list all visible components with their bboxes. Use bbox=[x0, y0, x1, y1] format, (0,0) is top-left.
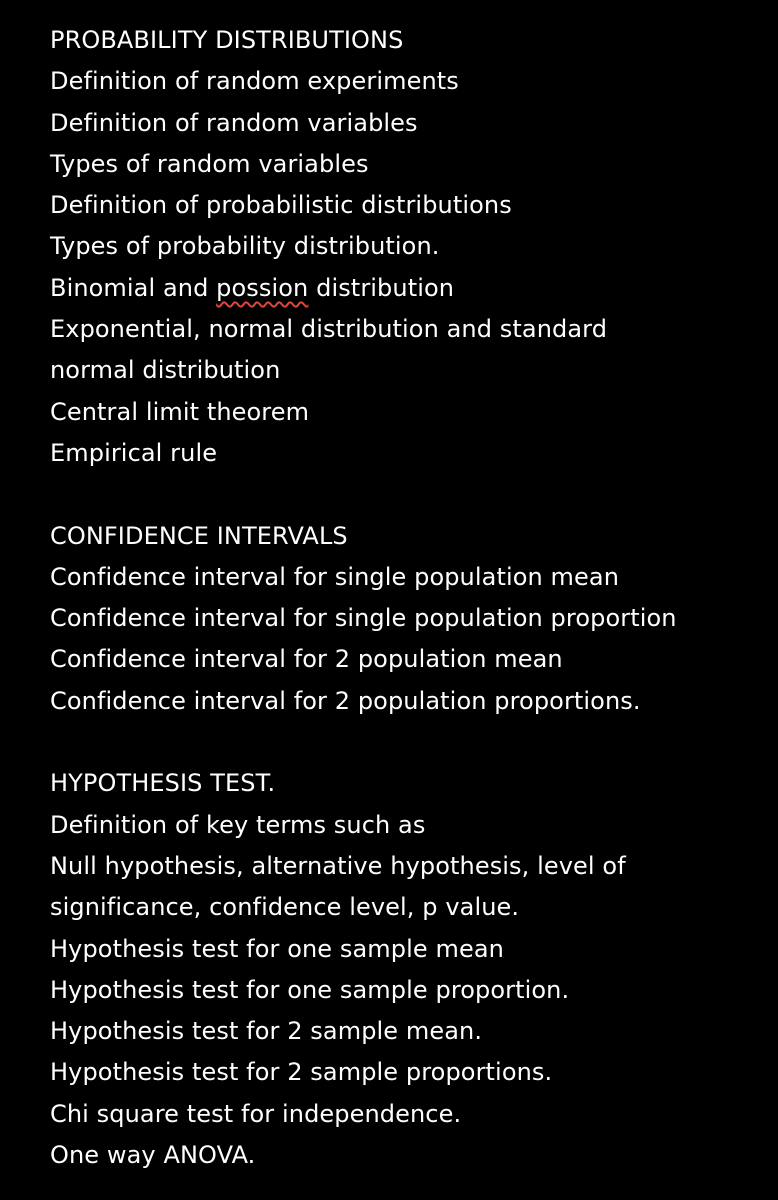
note-line: Definition of random variables bbox=[50, 108, 418, 137]
note-line: normal distribution bbox=[50, 356, 281, 385]
section-probability bbox=[50, 20, 760, 474]
note-line: Types of probability distribution. bbox=[50, 232, 440, 261]
note-text: Binomial and bbox=[50, 273, 217, 302]
note-line: Definition of key terms such as bbox=[50, 810, 426, 839]
note-line: Definition of probabilistic distributions bbox=[50, 191, 512, 220]
note-line-binomial bbox=[50, 268, 760, 309]
note-line: significance, confidence level, p value. bbox=[50, 893, 520, 922]
note-line: Confidence interval for single population mean bbox=[50, 562, 620, 591]
note-line: Definition of random experiments bbox=[50, 67, 459, 96]
note-line: Hypothesis test for one sample mean bbox=[50, 934, 504, 963]
note-line: Exponential, normal distribution and standard bbox=[50, 315, 608, 344]
section-heading: HYPOTHESIS TEST. bbox=[50, 769, 276, 798]
section-confidence bbox=[50, 516, 760, 722]
note-line: Confidence interval for 2 population proportions. bbox=[50, 686, 641, 715]
section-heading: PROBABILITY DISTRIBUTIONS bbox=[50, 26, 404, 54]
note-body[interactable] bbox=[50, 20, 760, 1176]
misspelled-word[interactable]: possion bbox=[216, 273, 309, 302]
blank-line bbox=[50, 722, 760, 763]
note-line: Hypothesis test for 2 sample mean. bbox=[50, 1017, 483, 1046]
section-heading: CONFIDENCE INTERVALS bbox=[50, 521, 348, 550]
note-line: Empirical rule bbox=[50, 438, 218, 467]
section-hypothesis bbox=[50, 763, 760, 1176]
note-line: Types of random variables bbox=[50, 149, 369, 178]
note-line: Null hypothesis, alternative hypothesis, level of bbox=[50, 851, 626, 880]
note-line: Confidence interval for single population proportion bbox=[50, 604, 677, 633]
note-line: Hypothesis test for one sample proportion. bbox=[50, 975, 570, 1004]
note-line: Hypothesis test for 2 sample proportions. bbox=[50, 1058, 553, 1087]
blank-line bbox=[50, 474, 760, 515]
note-text: distribution bbox=[308, 273, 455, 302]
note-line: One way ANOVA. bbox=[50, 1141, 256, 1170]
note-line: Central limit theorem bbox=[50, 397, 310, 426]
note-line: Chi square test for independence. bbox=[50, 1099, 462, 1128]
note-line: Confidence interval for 2 population mean bbox=[50, 645, 563, 674]
